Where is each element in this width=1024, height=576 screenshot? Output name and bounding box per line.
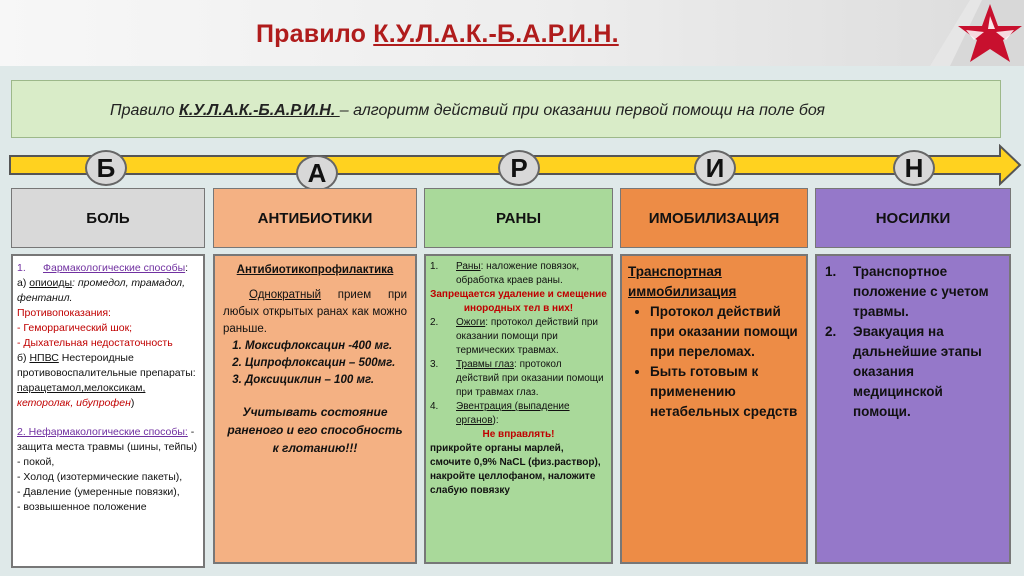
stretchers-panel (815, 254, 1011, 564)
nsaid-drugs: парацетамол,мелоксикам, кеторолак, ибупрофен) (17, 382, 146, 409)
wound-warning: Запрещается удаление и смещение инородных тел в них! (430, 289, 607, 314)
opioids-line: а) опиоиды: промедол, трамадол, фентанил. (17, 277, 186, 304)
immob-bullet-2: • Быть готовым к применению нетабельных средств (650, 362, 798, 422)
evisceration-steps: прикройте органы марлей, смочите 0,9% NaCL (физ.раствор), накройте целлофаном, наложите слабую повязку (430, 443, 601, 496)
nonpharm-4: - возвышенное положение (17, 501, 147, 513)
contra-2: - Дыхательная недостаточность (17, 337, 173, 349)
contra-1: - Геморрагический шок; (17, 322, 133, 334)
transport-label: Транспортная иммобилизация (628, 264, 737, 299)
nonpharm-line: 2. Нефармакологические способы: - защита места травмы (шины, тейпы) (17, 426, 198, 453)
immobilization-list (628, 302, 798, 422)
antibiotics-panel (213, 254, 417, 564)
wounds-panel (424, 254, 613, 564)
drug-1: 1. Моксифлоксацин -400 мг. (245, 338, 407, 355)
nonpharm-3: - Давление (умеренные повязки), (17, 486, 180, 498)
wound-item-1: 1. Раны: наложение повязок, обработка краев раны. (430, 261, 580, 286)
letter-i-badge: И (694, 150, 736, 186)
prophylaxis-title: Антибиотикопрофилактика (236, 264, 394, 276)
letter-r-badge: Р (498, 150, 540, 186)
antibiotic-drugs-list (223, 338, 407, 389)
pharm-methods-label: Фармакологические способы (43, 262, 186, 274)
pain-item-1-num: 1. (17, 262, 26, 274)
nonpharm-2: - Холод (изотермические пакеты), (17, 471, 183, 483)
letter-b-badge: Б (85, 150, 127, 186)
contra-label: Противопоказания: (17, 307, 111, 319)
heading-antibiotics: АНТИБИОТИКИ (213, 188, 417, 248)
wound-item-2: 2. Ожоги: протокол действий при оказании помощи при термических травмах. (430, 317, 598, 356)
immobilization-panel (620, 254, 808, 564)
subtitle-text: Правило К.У.Л.А.К.-Б.А.Р.И.Н. – алгоритм действий при оказании первой помощи на поле боя (110, 102, 825, 119)
page-title: Правило К.У.Л.А.К.-Б.А.Р.И.Н. (256, 20, 619, 48)
nsaid-line: б) НПВС Нестероидные противовоспалительные препараты: (17, 352, 196, 379)
wound-item-4: 4. Эвентрация (выпадение органов): (430, 401, 570, 426)
pharm-colon: : (185, 262, 189, 274)
drug-2: 2. Ципрофлоксацин – 500мг. (245, 355, 407, 372)
letter-a-badge: А (296, 155, 338, 191)
letter-n-badge: Н (893, 150, 935, 186)
stretcher-item-1: 1. Транспортное положение с учетом травмы. (825, 264, 989, 319)
wound-item-3: 3. Травмы глаз: протокол действий при оказании помощи при травмах глаз. (430, 359, 604, 398)
heading-stretchers: НОСИЛКИ (815, 188, 1011, 248)
pain-item-1 (17, 261, 199, 276)
heading-pain: БОЛЬ (11, 188, 205, 248)
drug-3: 3. Доксициклин – 100 мг. (245, 372, 407, 389)
once-text: Однократный прием при любых открытых ранах как можно раньше. (223, 289, 407, 335)
nonpharm-1: - покой, (17, 456, 55, 468)
heading-immobilization: ИМОБИЛИЗАЦИЯ (620, 188, 808, 248)
army-star-logo-icon (870, 0, 1024, 66)
evisceration-warning: Не вправлять! (482, 429, 555, 440)
swallow-note: Учитывать состояние раненого и его способность к глотанию!!! (227, 405, 403, 455)
pain-panel (11, 254, 205, 568)
heading-wounds: РАНЫ (424, 188, 613, 248)
immob-bullet-1: • Протокол действий при оказании помощи при переломах. (650, 302, 798, 362)
stretcher-item-2: 2. Эвакуация на дальнейшие этапы оказания медицинской помощи. (825, 324, 982, 419)
